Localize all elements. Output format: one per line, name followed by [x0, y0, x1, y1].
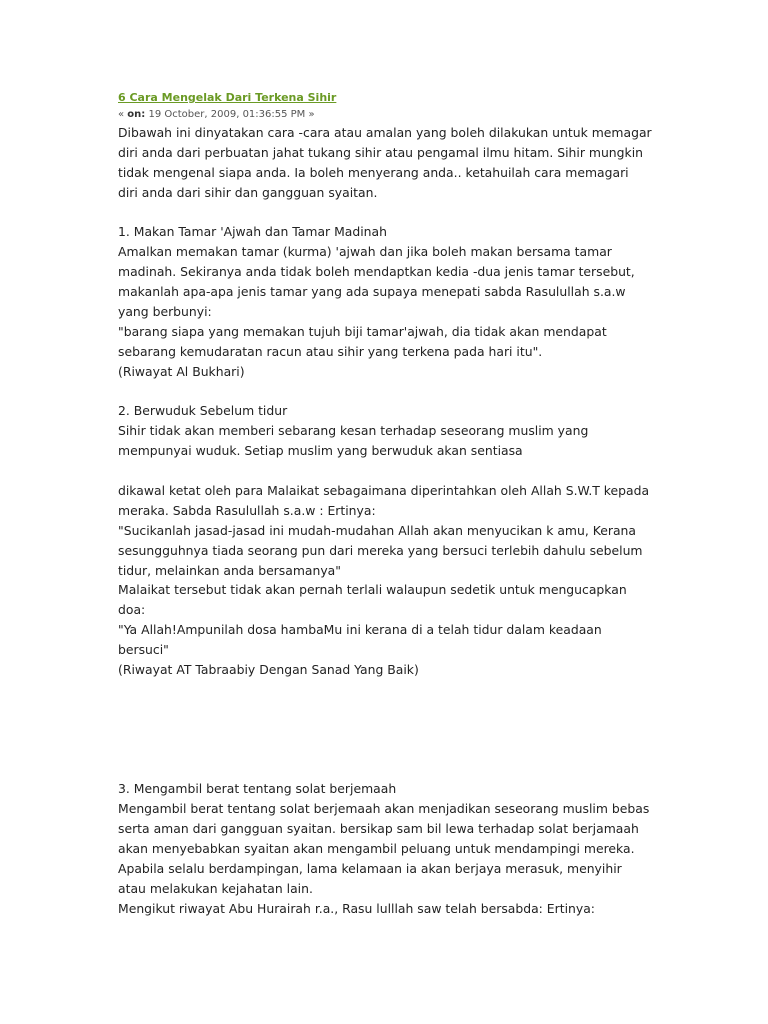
text-line: tidur, melainkan anda bersamanya" — [118, 562, 341, 578]
text-line: yang berbunyi: — [118, 304, 212, 320]
text-line: (Riwayat AT Tabraabiy Dengan Sanad Yang Baik) — [118, 662, 419, 678]
text-line: sebarang kemudaratan racun atau sihir yang terkena pada hari itu". — [118, 343, 543, 359]
text-line: (Riwayat Al Bukhari) — [118, 363, 245, 379]
text-line: atau melakukan kejahatan lain. — [118, 880, 313, 896]
blank-line — [118, 700, 658, 720]
text-line: makanlah apa-apa jenis tamar yang ada supaya menepati sabda Rasulullah s.a.w — [118, 284, 626, 300]
post-title-link[interactable]: 6 Cara Mengelak Dari Terkena Sihir — [118, 91, 337, 104]
text-line: Malaikat tersebut tidak akan pernah terlali walaupun sedetik untuk mengucapkan — [118, 582, 627, 598]
text-line: Mengambil berat tentang solat berjemaah akan menjadikan seseorang muslim bebas — [118, 801, 650, 817]
meta-prefix: « — [118, 109, 128, 120]
text-line: 1. Makan Tamar 'Ajwah dan Tamar Madinah — [118, 224, 387, 240]
blank-line — [118, 680, 658, 700]
text-line: "barang siapa yang memakan tujuh biji tamar'ajwah, dia tidak akan mendapat — [118, 323, 607, 339]
text-line: akan menyebabkan syaitan akan mengambil peluang untuk mendampingi mereka. — [118, 841, 635, 857]
text-line: Amalkan memakan tamar (kurma) 'ajwah dan jika boleh makan bersama tamar — [118, 244, 612, 260]
text-line: doa: — [118, 602, 146, 618]
text-line: madinah. Sekiranya anda tidak boleh mendaptkan kedia -dua jenis tamar tersebut, — [118, 264, 635, 280]
blank-line — [118, 740, 658, 760]
text-line: Sihir tidak akan memberi sebarang kesan terhadap seseorang muslim yang — [118, 423, 589, 439]
blank-line — [118, 760, 658, 780]
text-line: serta aman dari gangguan syaitan. bersikap sam bil lewa terhadap solat berjamaah — [118, 821, 639, 837]
meta-on-label: on: — [127, 109, 146, 120]
blank-line — [118, 720, 658, 740]
text-line: dikawal ketat oleh para Malaikat sebagaimana diperintahkan oleh Allah S.W.T kepada — [118, 483, 650, 499]
text-line: Mengikut riwayat Abu Hurairah r.a., Rasu lulllah saw telah bersabda: Ertinya: — [118, 900, 595, 916]
post-meta — [118, 107, 658, 122]
text-line: Dibawah ini dinyatakan cara -cara atau amalan yang boleh dilakukan untuk memagar — [118, 125, 652, 140]
text-line: bersuci" — [118, 642, 169, 658]
meta-date: 19 October, 2009, 01:36:55 PM » — [145, 109, 315, 120]
text-line: diri anda dari perbuatan jahat tukang sihir atau pengamal ilmu hitam. Sihir mungkin — [118, 144, 643, 160]
post-body — [118, 123, 658, 919]
text-line: tidak mengenal siapa anda. Ia boleh menyerang anda.. ketahuilah cara memagari — [118, 164, 629, 180]
blank-line — [118, 461, 658, 481]
text-line: "Sucikanlah jasad-jasad ini mudah-mudahan Allah akan menyucikan k amu, Kerana — [118, 522, 636, 538]
text-line: "Ya Allah!Ampunilah dosa hambaMu ini kerana di a telah tidur dalam keadaan — [118, 622, 602, 638]
blank-line — [118, 203, 658, 223]
text-line: meraka. Sabda Rasulullah s.a.w : Ertinya: — [118, 502, 376, 518]
text-line: sesungguhnya tiada seorang pun dari mereka yang bersuci terlebih dahulu sebelum — [118, 542, 643, 558]
text-line: Apabila selalu berdampingan, lama kelamaan ia akan berjaya merasuk, menyihir — [118, 860, 622, 876]
text-line: mempunyai wuduk. Setiap muslim yang berwuduk akan sentiasa — [118, 443, 523, 459]
text-line: 3. Mengambil berat tentang solat berjemaah — [118, 781, 397, 797]
text-line: diri anda dari sihir dan gangguan syaitan. — [118, 184, 378, 200]
text-line: 2. Berwuduk Sebelum tidur — [118, 403, 288, 419]
document-page — [118, 86, 658, 919]
blank-line — [118, 382, 658, 402]
